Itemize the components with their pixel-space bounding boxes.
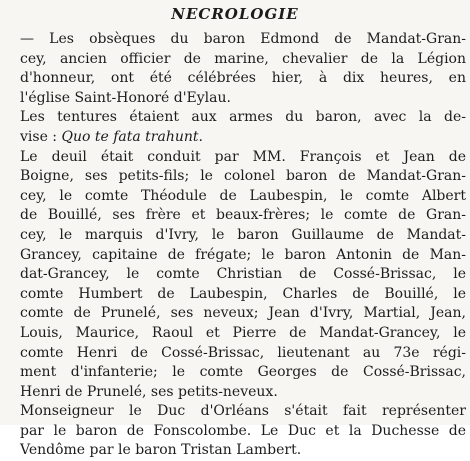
text-fragment: vise : bbox=[20, 128, 62, 145]
text-line: cey, le marquis d'Ivry, le baron Guillaume de Mandat- bbox=[20, 226, 466, 243]
text-line: de Bouillé, ses frère et beaux-frères; le comte de Gran- bbox=[20, 207, 466, 224]
text-line: ment d'infanterie; le comte Georges de Cossé-Brissac, bbox=[20, 364, 466, 381]
text-line: Vendôme par le baron Tristan Lambert. bbox=[20, 442, 302, 459]
text-line: Grancey, capitaine de frégate; le baron Antonin de Man- bbox=[20, 246, 466, 263]
article-title: NECROLOGIE bbox=[171, 5, 299, 23]
text-line: Les tentures étaient aux armes du baron, avec la de- bbox=[20, 109, 466, 126]
text-line: Henri de Prunelé, ses petits-neveux. bbox=[20, 383, 278, 400]
paragraph-tentures bbox=[8, 108, 466, 147]
text-line: dat-Grancey, le comte Christian de Cossé-Brissac, le bbox=[20, 266, 466, 283]
text-line: comte Humbert de Laubespin, Charles de Bouillé, le bbox=[20, 285, 466, 302]
text-line: comte Henri de Cossé-Brissac, lieutenant au 73e régi- bbox=[20, 344, 466, 361]
text-line: Le deuil était conduit par MM. François et Jean de bbox=[20, 148, 466, 165]
text-line: Boigne, ses petits-fils; le colonel baron de Mandat-Gran- bbox=[20, 168, 466, 185]
text-line: comte de Prunelé, ses neveux; Jean d'Ivry, Martial, Jean, bbox=[20, 305, 466, 322]
paragraph-obseques bbox=[8, 30, 466, 108]
text-line: Louis, Maurice, Raoul et Pierre de Mandat-Grancey, le bbox=[20, 324, 466, 341]
text-line: l'église Saint-Honoré d'Eylau. bbox=[20, 89, 231, 106]
motto: Quo te fata trahunt. bbox=[61, 128, 203, 145]
text-line: cey, ancien officier de marine, chevalier de la Légion bbox=[20, 50, 466, 67]
text-line bbox=[8, 128, 466, 148]
text-line: par le baron de Fonscolombe. Le Duc et la Duchesse de bbox=[20, 422, 466, 439]
text-line: Monseigneur le Duc d'Orléans s'était fait représenter bbox=[20, 403, 466, 420]
paragraph-deuil bbox=[8, 148, 466, 403]
text-line: cey, le comte Théodule de Laubespin, le comte Albert bbox=[20, 187, 466, 204]
text-line: d'honneur, ont été célébrées hier, à dix heures, en bbox=[20, 70, 466, 87]
article-body bbox=[8, 30, 466, 461]
text-line: — Les obsèques du baron Edmond de Mandat-Gran- bbox=[20, 31, 466, 47]
paragraph-representation bbox=[8, 402, 466, 461]
